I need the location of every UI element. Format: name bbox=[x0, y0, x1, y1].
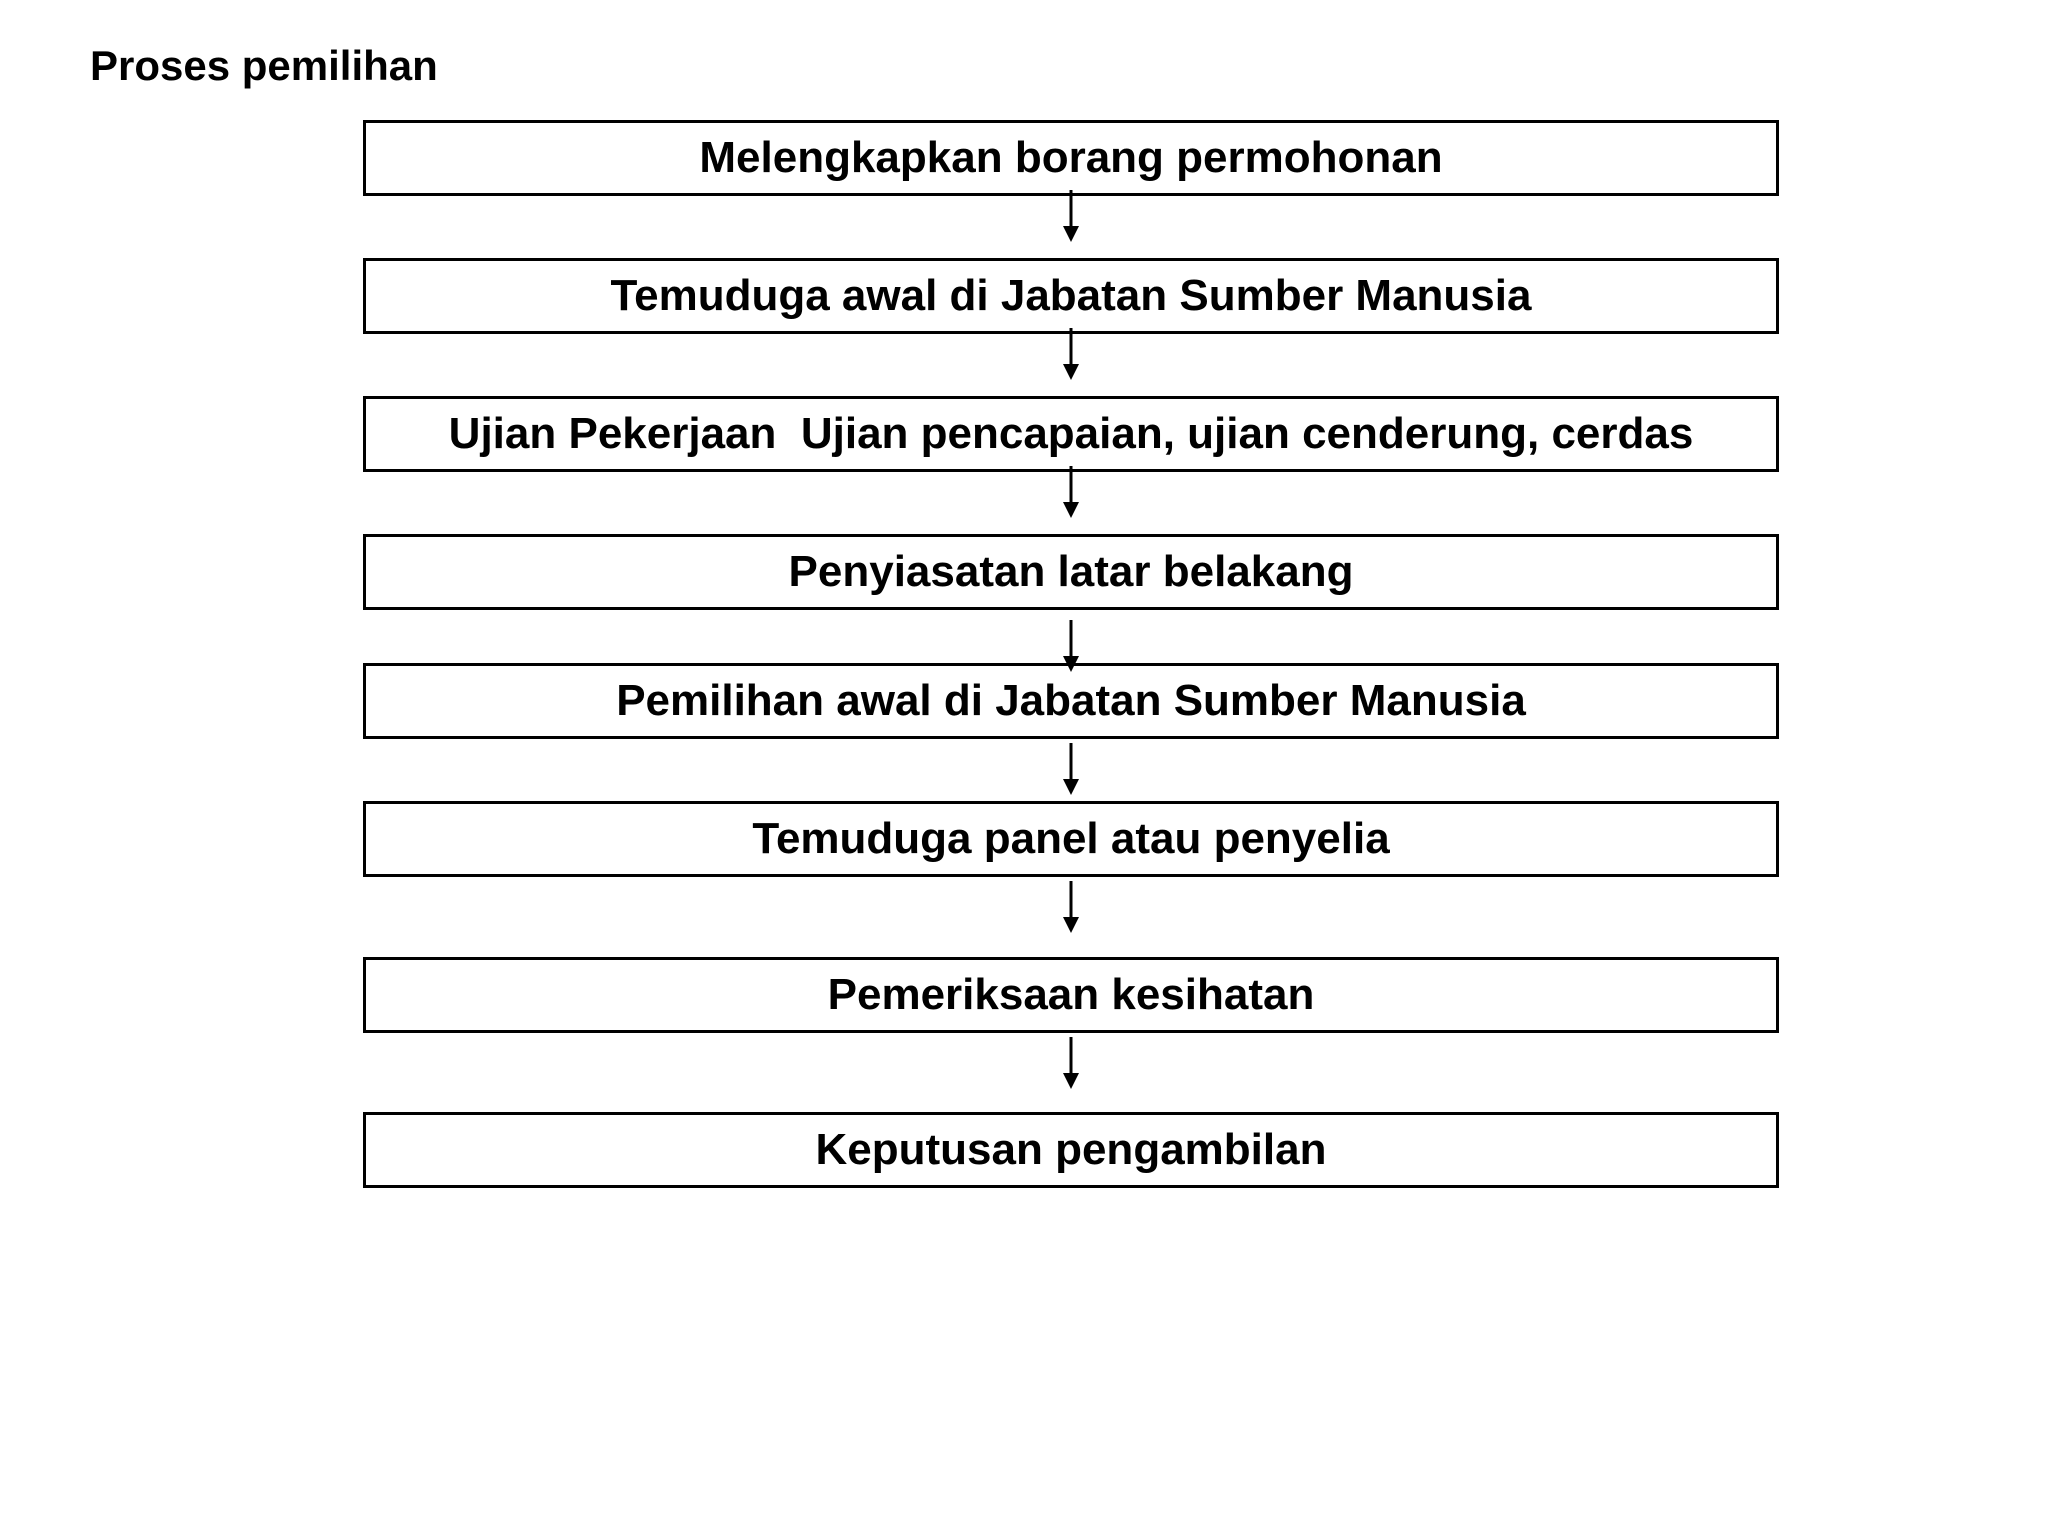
flow-arrow-1 bbox=[1063, 190, 1079, 242]
flow-step-3 bbox=[363, 396, 1779, 472]
flow-arrow-6 bbox=[1063, 881, 1079, 933]
flow-step-label: Keputusan pengambilan bbox=[815, 1125, 1327, 1174]
flow-step-label: Melengkapkan borang permohonan bbox=[699, 133, 1443, 182]
flow-step-label: Pemilihan awal di Jabatan Sumber Manusia bbox=[616, 676, 1526, 725]
flow-step-6 bbox=[363, 801, 1779, 877]
flow-step-label: Temuduga panel atau penyelia bbox=[752, 814, 1390, 863]
flow-arrow-3 bbox=[1063, 466, 1079, 518]
flow-step-label: Temuduga awal di Jabatan Sumber Manusia bbox=[610, 271, 1532, 320]
flow-arrow-7 bbox=[1063, 1037, 1079, 1089]
flow-arrow-2 bbox=[1063, 328, 1079, 380]
flow-step-5 bbox=[363, 663, 1779, 739]
flow-step-7 bbox=[363, 957, 1779, 1033]
flow-step-8 bbox=[363, 1112, 1779, 1188]
flow-arrow-5 bbox=[1063, 743, 1079, 795]
flow-step-1 bbox=[363, 120, 1779, 196]
flow-step-4 bbox=[363, 534, 1779, 610]
flow-step-2 bbox=[363, 258, 1779, 334]
flow-step-label: Penyiasatan latar belakang bbox=[788, 547, 1354, 596]
flow-step-label: Ujian Pekerjaan Ujian pencapaian, ujian cenderung, cerdas bbox=[448, 409, 1694, 458]
flow-step-label: Pemeriksaan kesihatan bbox=[827, 970, 1315, 1019]
page-title: Proses pemilihan bbox=[90, 42, 438, 89]
